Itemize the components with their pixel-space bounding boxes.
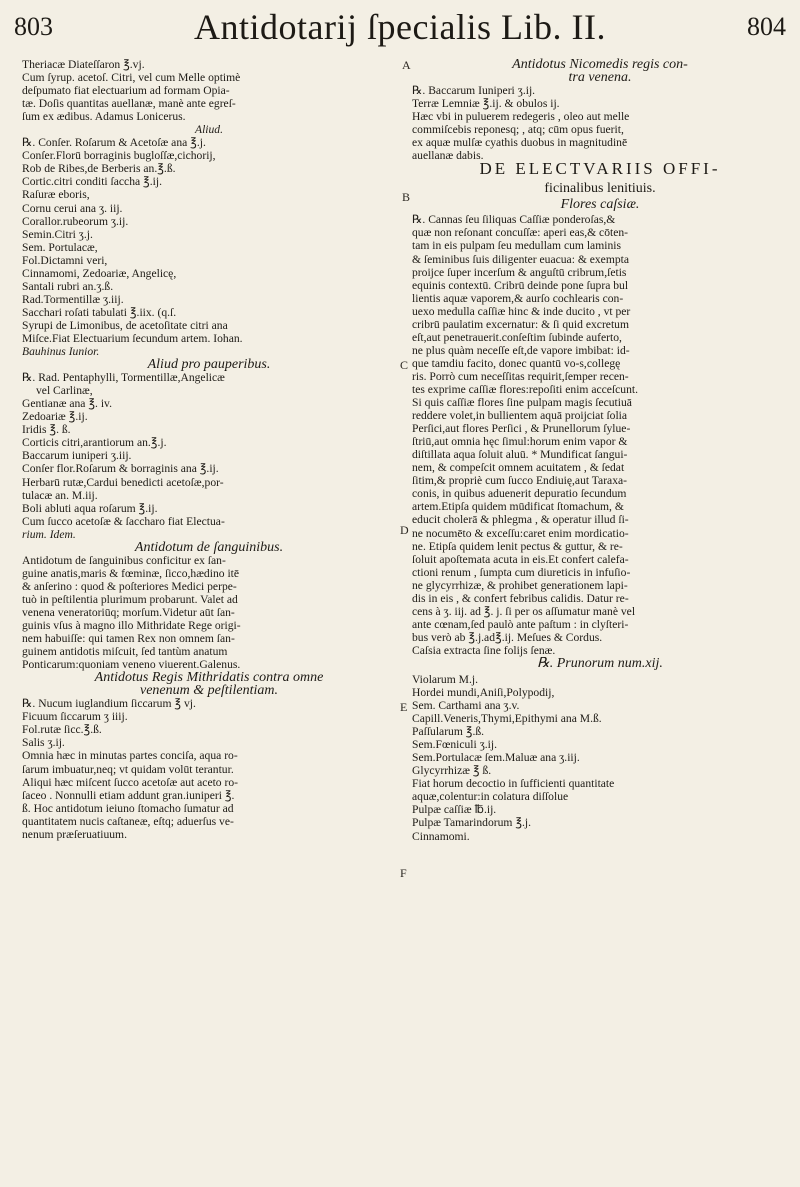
text-line: bus verò ab ℥.j.ad℥.ij. Meſues & Cordus. bbox=[412, 630, 603, 644]
section-heading: Flores caſsiæ. bbox=[560, 198, 640, 213]
margin-letter-e: E bbox=[400, 700, 408, 714]
chapter-heading: DE ELECTVARIIS OFFI- bbox=[479, 162, 721, 179]
text-line: Fiat horum decoctio in ſufficienti quantitate bbox=[412, 777, 615, 791]
text-line: vel Carlinæ, bbox=[36, 384, 93, 398]
page-number-right: 804 bbox=[747, 12, 786, 41]
text-line: commiſcebis reponesq; , atq; cūm opus fuerit, bbox=[412, 123, 624, 137]
text-line: ſarum imbuatur,neq; vt quidam volūt terantur. bbox=[22, 762, 234, 776]
text-line: quantitatem nucis caſtaneæ, eſtq; aduerſus ve- bbox=[22, 814, 234, 828]
running-title: Antidotarij ſpecialis Lib. II. bbox=[194, 7, 606, 47]
text-line: ctioni renum , ſumpta cum diureticis in infuſio- bbox=[412, 565, 631, 579]
text-line: Antidotum de ſanguinibus conficitur ex ſan- bbox=[22, 553, 226, 567]
text-line: Miſce.Fiat Electuarium ſecundum artem. Iohan. bbox=[22, 331, 243, 345]
text-line: diſtillata aqua ſoluit aluū. * Mundificat ſangui- bbox=[412, 448, 628, 462]
text-line: ante cœnam,ſed paulò ante paſtum : in clyſteri- bbox=[412, 617, 629, 631]
text-line: ſaceo . Nonnulli etiam addunt gran.iuniperi ℥. bbox=[22, 788, 235, 802]
section-heading: Aliud pro pauperibus. bbox=[147, 358, 271, 372]
text-line: Cornu cerui ana ʒ. iij. bbox=[22, 201, 123, 215]
margin-letter-b: B bbox=[402, 190, 411, 204]
text-line: Corticis citri,arantiorum an.℥.j. bbox=[22, 436, 167, 450]
text-line: ſum ex ædibus. Adamus Lonicerus. bbox=[22, 110, 186, 124]
text-line: equinis contextū. Cribrū deinde pone ſupra bul bbox=[412, 278, 629, 292]
text-line: ſitim,& propriè cum ſucco Endiuię,aut Taraxa- bbox=[412, 474, 627, 488]
text-line: Conſer.Florū borraginis bugloſſæ,cichorij, bbox=[22, 149, 216, 163]
text-line: ſoluit apoſtemata acuta in eis.Et confert calefa- bbox=[412, 552, 629, 566]
text-line: Baccarum iuniperi ʒ.iij. bbox=[22, 449, 132, 463]
text-line: guine anatis,maris & fœminæ, ſicco,hædino itē bbox=[22, 566, 240, 580]
text-line: ne plus quàm neceſſe eſt,de vapore imbibat: id- bbox=[412, 343, 630, 357]
text-line: que tamdiu facito, donec quantū vo‐s,collegę bbox=[412, 356, 621, 370]
left-column bbox=[22, 58, 396, 841]
text-line: ris. Porrò cum neceſſitas requirit,ſemper recen- bbox=[412, 369, 629, 383]
text-line: Caſsia extracta ſine folijs ſenæ. bbox=[412, 643, 556, 657]
section-heading: Aliud. bbox=[194, 123, 224, 137]
text-line: Sem. Carthami ana ʒ.v. bbox=[412, 699, 520, 713]
margin-letter-f: F bbox=[400, 866, 407, 880]
margin-letter-d: D bbox=[400, 523, 409, 537]
text-line: ℞. Cannas ſeu ſiliquas Caſſiæ ponderoſas,& bbox=[412, 213, 616, 227]
text-line: aquæ,colentur:in colatura diſſolue bbox=[412, 790, 569, 804]
text-line: Cinnamomi, Zedoariæ, Angelicę, bbox=[22, 266, 177, 280]
text-line: nenum præſeruatiuum. bbox=[22, 827, 127, 841]
text-line: eſt,aut penetrauerit.conſeſtim ſubinde auferto, bbox=[412, 330, 622, 344]
section-heading: ℞. Prunorum num.xij. bbox=[537, 656, 663, 671]
text-line: tam in eis pulpam ſeu medullam cum laminis bbox=[412, 239, 621, 253]
text-line: Raſuræ eboris, bbox=[22, 188, 90, 202]
text-line: artem.Etipſa quidem mūdificat ſtomachum, & bbox=[412, 500, 624, 514]
text-line: Terræ Lemniæ ℥.ij. & obulos ij. bbox=[412, 97, 560, 111]
text-line: Boli abluti aqua roſarum ℥.ij. bbox=[22, 501, 158, 515]
text-line: Glycyrrhizæ ℥ ß. bbox=[412, 764, 492, 778]
text-line: Sem.Portulacæ ſem.Maluæ ana ʒ.iij. bbox=[412, 751, 580, 765]
text-line: & ſeminibus ſuis diligenter euacua: & exempta bbox=[412, 252, 630, 266]
section-heading: tra venena. bbox=[568, 71, 632, 85]
text-line: conis, in quibus aduenerit depuratio ſecundum bbox=[412, 487, 627, 501]
text-line: reddere volet,in bullientem aquā proijciat ſolia bbox=[412, 409, 628, 423]
text-line: ß. Hoc antidotum ieiuno ſtomacho ſumatur ad bbox=[22, 801, 234, 815]
text-line: ne. Etipſa quidem lenit pectus & guttur, & re- bbox=[412, 539, 623, 553]
section-heading: Antidotum de ſanguinibus. bbox=[134, 540, 284, 554]
text-line: Violarum M.j. bbox=[412, 672, 478, 686]
text-line: Fol.Dictamni veri, bbox=[22, 253, 108, 267]
text-line: quæ non reſonant concuſſæ: aperi eas,& cōten- bbox=[412, 226, 629, 240]
text-line: auellanæ dabis. bbox=[412, 149, 484, 163]
text-line: Rob de Ribes,de Berberis an.℥.ß. bbox=[22, 162, 176, 176]
text-line: ſtriū,aut omnia hęc ſimul:horum enim vapor & bbox=[412, 435, 628, 449]
text-line: guinem antidotis miſcuit, ſed tantùm anatum bbox=[22, 645, 228, 659]
text-line: venena veneratoriūq; morſum.Videtur aūt ſan- bbox=[22, 605, 235, 619]
page-header bbox=[0, 6, 800, 58]
section-heading: venenum & peſtilentiam. bbox=[139, 684, 279, 698]
text-line: Corallor.rubeorum ʒ.ij. bbox=[22, 214, 129, 228]
page-number-left: 803 bbox=[14, 12, 53, 41]
text-line: Perſici,aut flores Perſici , & Prunellorum ſylue- bbox=[412, 422, 631, 436]
text-line: ℞. Baccarum Iuniperi ʒ.ij. bbox=[412, 84, 536, 98]
text-line: ex aquæ mulſæ cyathis duobus in magnitudinē bbox=[412, 136, 628, 150]
right-column bbox=[412, 58, 788, 856]
text-line: ℞. Nucum iuglandium ſiccarum ℥ vj. bbox=[22, 697, 196, 711]
text-line: nem habuiſſe: qui tamen Rex non omnem ſan- bbox=[22, 632, 235, 646]
text-line: Cinnamomi. bbox=[412, 829, 470, 843]
text-line: Fol.rutæ ſicc.℥.ß. bbox=[22, 723, 102, 737]
text-line: Sem. Portulacæ, bbox=[22, 240, 98, 254]
text-line: cribrū paulatim excernatur: & ſi quid excretum bbox=[412, 317, 629, 331]
text-line: Conſer flor.Roſarum & borraginis ana ℥.ij. bbox=[22, 462, 219, 476]
text-line: Ponticarum:quoniam veneno viuerent.Galenus. bbox=[22, 658, 241, 672]
text-line: Cum ſyrup. acetoſ. Citri, vel cum Melle optimè bbox=[22, 71, 241, 85]
text-line: educit cholerā & phlegma , & operatur illud ſi- bbox=[412, 513, 629, 527]
text-line: Cortic.citri conditi ſaccha ℥.ij. bbox=[22, 175, 162, 189]
text-line: Cum ſucco acetoſæ & ſaccharo fiat Electua- bbox=[22, 514, 225, 528]
text-line: ne glycyrrhizæ, & prohibet generationem lapi- bbox=[412, 578, 628, 592]
text-line: tulacæ an. M.iij. bbox=[22, 488, 98, 502]
text-line: Pulpæ caſſiæ ℔.ij. bbox=[412, 803, 497, 817]
text-line: Sem.Fœniculi ʒ.ij. bbox=[412, 738, 498, 752]
text-line: Hordei mundi,Aniſi,Polypodij, bbox=[412, 686, 555, 700]
text-line: Semin.Citri ʒ.j. bbox=[22, 227, 93, 241]
text-line: cens à ʒ. iij. ad ℥. j. ſi per os aſſumatur manè vel bbox=[412, 604, 636, 618]
text-line: Zedoariæ ℥.ij. bbox=[22, 410, 88, 424]
text-line: Pulpæ Tamarindorum ℥.j. bbox=[412, 816, 532, 830]
text-line: tes exprime caſſiæ flores:repoſiti enim acceſcunt. bbox=[412, 382, 638, 396]
text-line: lientis aquæ vaporem,& aurſo cochlearis con- bbox=[412, 291, 624, 305]
text-line: Syrupi de Limonibus, de acetoſitate citri ana bbox=[22, 318, 228, 332]
text-line: deſpumato fiat electuarium ad formam Opia- bbox=[22, 84, 230, 98]
text-line: Paſſularum ℥.ß. bbox=[412, 725, 485, 739]
text-line: & anſerino : quod & poſteriores Medici perpe- bbox=[22, 579, 237, 593]
text-line: nem, & compeſcit omnem acuitatem , & ſedat bbox=[412, 461, 625, 475]
text-line: ℞. Conſer. Roſarum & Acetoſæ ana ℥.j. bbox=[22, 136, 206, 150]
text-line: Theriacæ Diateſſaron ℥.vj. bbox=[22, 58, 145, 71]
text-line: Sacchari roſati tabulati ℥.iix. (q.ſ. bbox=[22, 305, 177, 319]
author-attribution: Bauhinus Iunior. bbox=[22, 345, 100, 359]
text-line: Iridis ℥. ß. bbox=[22, 423, 71, 437]
text-line: tæ. Doſis quantitas auellanæ, manè ante egreſ- bbox=[22, 97, 236, 111]
text-line: Santali rubri an.ʒ.ß. bbox=[22, 279, 114, 293]
text-line: Salis ʒ.ij. bbox=[22, 736, 65, 750]
text-line: ne nocumēto & exceſſu:caret enim mordicatio- bbox=[412, 526, 629, 540]
text-line: proijce ſuper incerſum & anguſtū cribrum,ſetis bbox=[412, 265, 627, 279]
text-line: Rad.Tormentillæ ʒ.iij. bbox=[22, 292, 124, 306]
section-heading: Antidotus Regis Mithridatis contra omne bbox=[94, 671, 324, 685]
margin-letter-c: C bbox=[400, 358, 409, 372]
text-line: Capill.Veneris,Thymi,Epithymi ana M.ß. bbox=[412, 712, 602, 726]
text-line: Ficuum ſiccarum ʒ iiij. bbox=[22, 710, 128, 724]
margin-letter-a: A bbox=[402, 58, 411, 72]
text-line: Gentianæ ana ℥. iv. bbox=[22, 397, 112, 411]
section-heading: Antidotus Nicomedis regis con- bbox=[512, 58, 688, 72]
author-attribution: rium. Idem. bbox=[22, 527, 76, 541]
text-line: dis in eis , & confert febribus calidis. Datur re- bbox=[412, 591, 629, 605]
text-line: ℞. Rad. Pentaphylli, Tormentillæ,Angelicæ bbox=[22, 371, 225, 385]
text-line: Aliqui hæc miſcent ſucco acetoſæ aut aceto ro- bbox=[22, 775, 239, 789]
catchword bbox=[412, 843, 788, 856]
text-line: Si quis caſſiæ flores ſine pulpam magis ſecutiuā bbox=[412, 396, 632, 410]
text-line: uexo medulla caſſiæ hinc & inde ducito , vt per bbox=[412, 304, 631, 318]
text-line: tuò in peſtilentia plurimum probarunt. Valet ad bbox=[22, 592, 238, 606]
chapter-subheading: ficinalibus lenitiuis. bbox=[544, 182, 656, 197]
text-line: Hæc vbi in puluerem redegeris , oleo aut melle bbox=[412, 110, 630, 124]
text-line: Omnia hæc in minutas partes conciſa, aqua ro- bbox=[22, 749, 238, 763]
text-line: Herbarū rutæ,Cardui benedicti acetoſæ,por- bbox=[22, 475, 224, 489]
text-line: guinis vſus à magno illo Mithridate Rege origi- bbox=[22, 619, 241, 633]
